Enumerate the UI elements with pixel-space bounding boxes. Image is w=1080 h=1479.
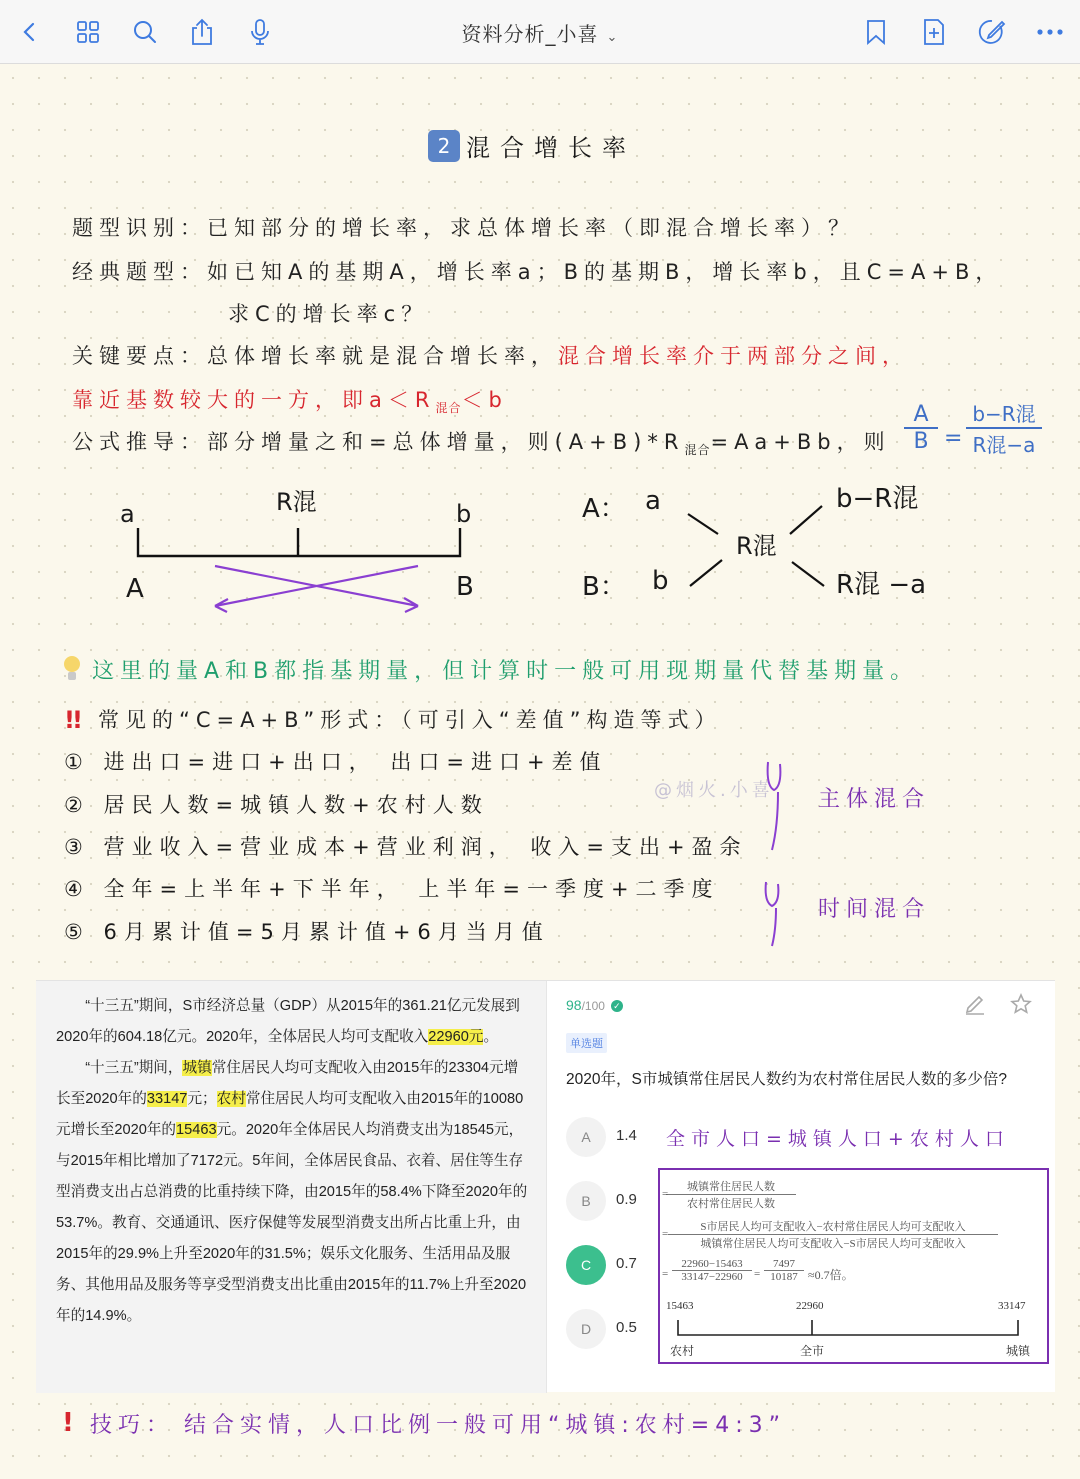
list-item: ② 居民人数=城镇人数+农村人数 [64, 793, 489, 817]
line-value-rural: 15463 [666, 1300, 694, 1312]
passage-text: 元； [187, 1091, 217, 1107]
list-item: ③ 营业收入=营业成本+营业利润， 收入=支出+盈余 [64, 835, 748, 859]
option-d-value: 0.5 [616, 1319, 637, 1336]
group-braces [760, 756, 790, 956]
check-icon: ✓ [611, 1000, 623, 1012]
option-c-value: 0.7 [616, 1255, 637, 1272]
passage-paragraph-1 [56, 991, 528, 1053]
equals-sign: = [662, 1268, 669, 1280]
heading-text: 混合增长率 [466, 134, 636, 162]
frac-num: S市居民人均可支配收入−农村常住居民人均可支配收入 [668, 1218, 998, 1235]
passage-paragraph-2 [56, 1053, 528, 1332]
diagram2-bottom: R混 −a [836, 570, 927, 600]
score-value: 98 [566, 997, 582, 1013]
ratio-equals: = [944, 426, 963, 451]
diagram1-B: B [456, 572, 474, 602]
passage-text: 常住居民人均可支配收入由2015年的23304元增长至2020年的 [56, 1060, 519, 1107]
option-a-value: 1.4 [616, 1127, 637, 1144]
solution-number-line [676, 1318, 1024, 1338]
lightbulb-icon [62, 654, 82, 690]
diagram2-lines [680, 500, 830, 600]
diagram2-top: b−R混 [836, 484, 919, 514]
ratio-right-num: b−R混 [966, 398, 1042, 429]
note-line-question: 求C的增长率c？ [228, 302, 429, 326]
solution-frac-3a [672, 1258, 752, 1283]
frac-den: 33147−22960 [681, 1271, 743, 1283]
key-text: 关键要点：总体增长率就是混合增长率， [72, 344, 558, 368]
note-line-near [72, 384, 508, 416]
list-item: ④ 全年=上半年+下半年， 上半年=一季度+二季度 [64, 877, 720, 901]
line-value-city: 22960 [796, 1300, 824, 1312]
frac-num: 22960−15463 [672, 1258, 752, 1271]
passage-text: 。 [483, 1029, 499, 1045]
passage-text: “十三五”期间，S市经济总量（GDP）从2015年的361.21亿元发展到2020年的604.18亿元。2020年，全体居民人均可支配收入 [56, 998, 520, 1045]
chevron-down-icon: ⌄ [606, 30, 619, 45]
frac-num: 城镇常住居民人数 [666, 1178, 796, 1195]
trick-text: 结合实情，人口比例一般可用“城镇:农村=4:3” [184, 1413, 787, 1438]
passage-text: 元。2020年全体居民人均消费支出为18545元，与2015年相比增加了7172元。5年间，全体居民食品、衣着、居住等生存型消费支出占总消费的比重持续下降，由2015年的58.4%下降至2020年的53.7%。教育、交通通讯、医疗保健等发展型消费支出所占比重上升，由2015年的29.9%上升至2020年的31.5%；娱乐文化服务、生活用品及服务、其他用品及服务等享受型消费支出比重由2015年的11.7%上升至2020年的14.9%。 [56, 1122, 528, 1324]
bookmark-icon[interactable] [858, 14, 894, 50]
solution-frac-2 [668, 1218, 998, 1251]
passage-text: 常住居民人均可支配收入由2015年的10080元增长至2020年的 [56, 1091, 524, 1138]
group-subject-mix: 主体混合 [818, 787, 931, 812]
frac-den: 10187 [770, 1271, 798, 1283]
heading-number-badge: 2 [428, 130, 460, 162]
key-highlight: 混合增长率介于两部分之间， [558, 344, 909, 368]
watermark: @烟火.小喜 [654, 780, 774, 801]
pen-icon[interactable] [974, 14, 1010, 50]
diagram2-B: B： [582, 572, 626, 602]
ratio-right [966, 398, 1042, 458]
question-text: 2020年，S市城镇常住居民人数约为农村常住居民人数的多少倍? [566, 1071, 1007, 1088]
more-icon[interactable] [1032, 14, 1068, 50]
edit-icon[interactable] [964, 993, 990, 1019]
section-heading [428, 128, 636, 163]
diagram1-r: R混 [276, 488, 317, 516]
line-label-city: 全市 [800, 1344, 825, 1358]
near-sub: 混合 [435, 401, 462, 416]
frac-den: 城镇常住居民人均可支配收入−S市居民人均可支配收入 [700, 1238, 966, 1250]
tip-text: 这里的量A和B都指基期量，但计算时一般可用现期量代替基期量。 [92, 659, 919, 684]
list-item: ⑤ 6月累计值=5月累计值+6月当月值 [64, 920, 550, 944]
passage-panel [36, 981, 546, 1393]
solution-result: ≈0.7倍。 [808, 1268, 854, 1282]
group-time-mix: 时间混合 [818, 897, 931, 922]
top-toolbar [0, 0, 1080, 64]
diagram1-a: a [120, 500, 135, 528]
highlight: 农村 [216, 1091, 246, 1107]
option-d[interactable]: D [566, 1309, 606, 1349]
highlight: 城镇 [182, 1060, 212, 1076]
option-b-value: 0.9 [616, 1191, 637, 1208]
star-icon[interactable] [1010, 993, 1036, 1019]
note-line-formula [72, 426, 891, 458]
ratio-left-num: A [904, 402, 938, 429]
formula-text: 公式推导：部分增量之和=总体增量，则(A+B)*R [72, 430, 685, 454]
question-type-tag: 单选题 [566, 1033, 607, 1053]
trick-label: 技巧： [90, 1413, 175, 1438]
equals-sign: = [662, 1188, 669, 1200]
ratio-right-den: R混−a [972, 433, 1036, 457]
note-line-key [72, 340, 909, 370]
option-b[interactable]: B [566, 1181, 606, 1221]
diagram2-r: R混 [736, 532, 777, 560]
document-title-text: 资料分析_小喜 [461, 22, 599, 46]
solution-frac-3b [764, 1258, 804, 1283]
diagram2-b: b [652, 566, 669, 596]
option-a[interactable]: A [566, 1117, 606, 1157]
highlight: 33147 [146, 1091, 188, 1107]
option-c[interactable]: C [566, 1245, 606, 1285]
solution-box [658, 1168, 1049, 1364]
passage-text: “十三五”期间， [85, 1060, 183, 1076]
frac-den: 农村常住居民人数 [687, 1198, 775, 1210]
near-text: 靠近基数较大的一方，即a＜R [72, 388, 436, 412]
score-total: /100 [581, 999, 605, 1013]
highlight: 22960元 [428, 1029, 484, 1045]
panel-divider [546, 981, 547, 1393]
line-label-urban: 城镇 [1006, 1344, 1031, 1358]
formula-text-end: =Aa+Bb，则 [710, 430, 891, 454]
ratio-left [904, 402, 938, 454]
equals-sign: = [754, 1268, 761, 1280]
score [566, 997, 623, 1013]
line-label-rural: 农村 [670, 1344, 695, 1358]
double-exclamation-icon: !! [64, 706, 80, 734]
ratio-left-den: B [913, 429, 929, 454]
diagram2-a: a [645, 486, 661, 516]
solution-frac-1 [666, 1178, 796, 1211]
frac-num: 7497 [764, 1258, 804, 1271]
formula-sub: 混合 [684, 443, 711, 458]
diagram1-A: A [126, 574, 144, 604]
common-forms: 常见的“C=A+B”形式：（可引入“差值”构造等式） [98, 708, 722, 732]
population-annotation: 全市人口=城镇人口+农村人口 [666, 1128, 1010, 1150]
list-item: ① 进出口=进口+出口， 出口=进口+差值 [64, 750, 608, 774]
line-value-urban: 33147 [998, 1300, 1026, 1312]
exclamation-icon: ! [62, 1408, 74, 1438]
add-page-icon[interactable] [916, 14, 952, 50]
diagram2-A: A： [582, 494, 626, 524]
highlight: 15463 [176, 1122, 217, 1138]
near-text-end: ＜b [461, 388, 508, 412]
equals-sign: = [662, 1228, 669, 1240]
note-line-type: 题型识别：已知部分的增长率，求总体增长率（即混合增长率）？ [72, 216, 855, 240]
diagram1-b: b [456, 500, 472, 528]
note-line-classic: 经典题型：如已知A的基期A，增长率a；B的基期B，增长率b，且C=A+B， [72, 260, 1003, 284]
